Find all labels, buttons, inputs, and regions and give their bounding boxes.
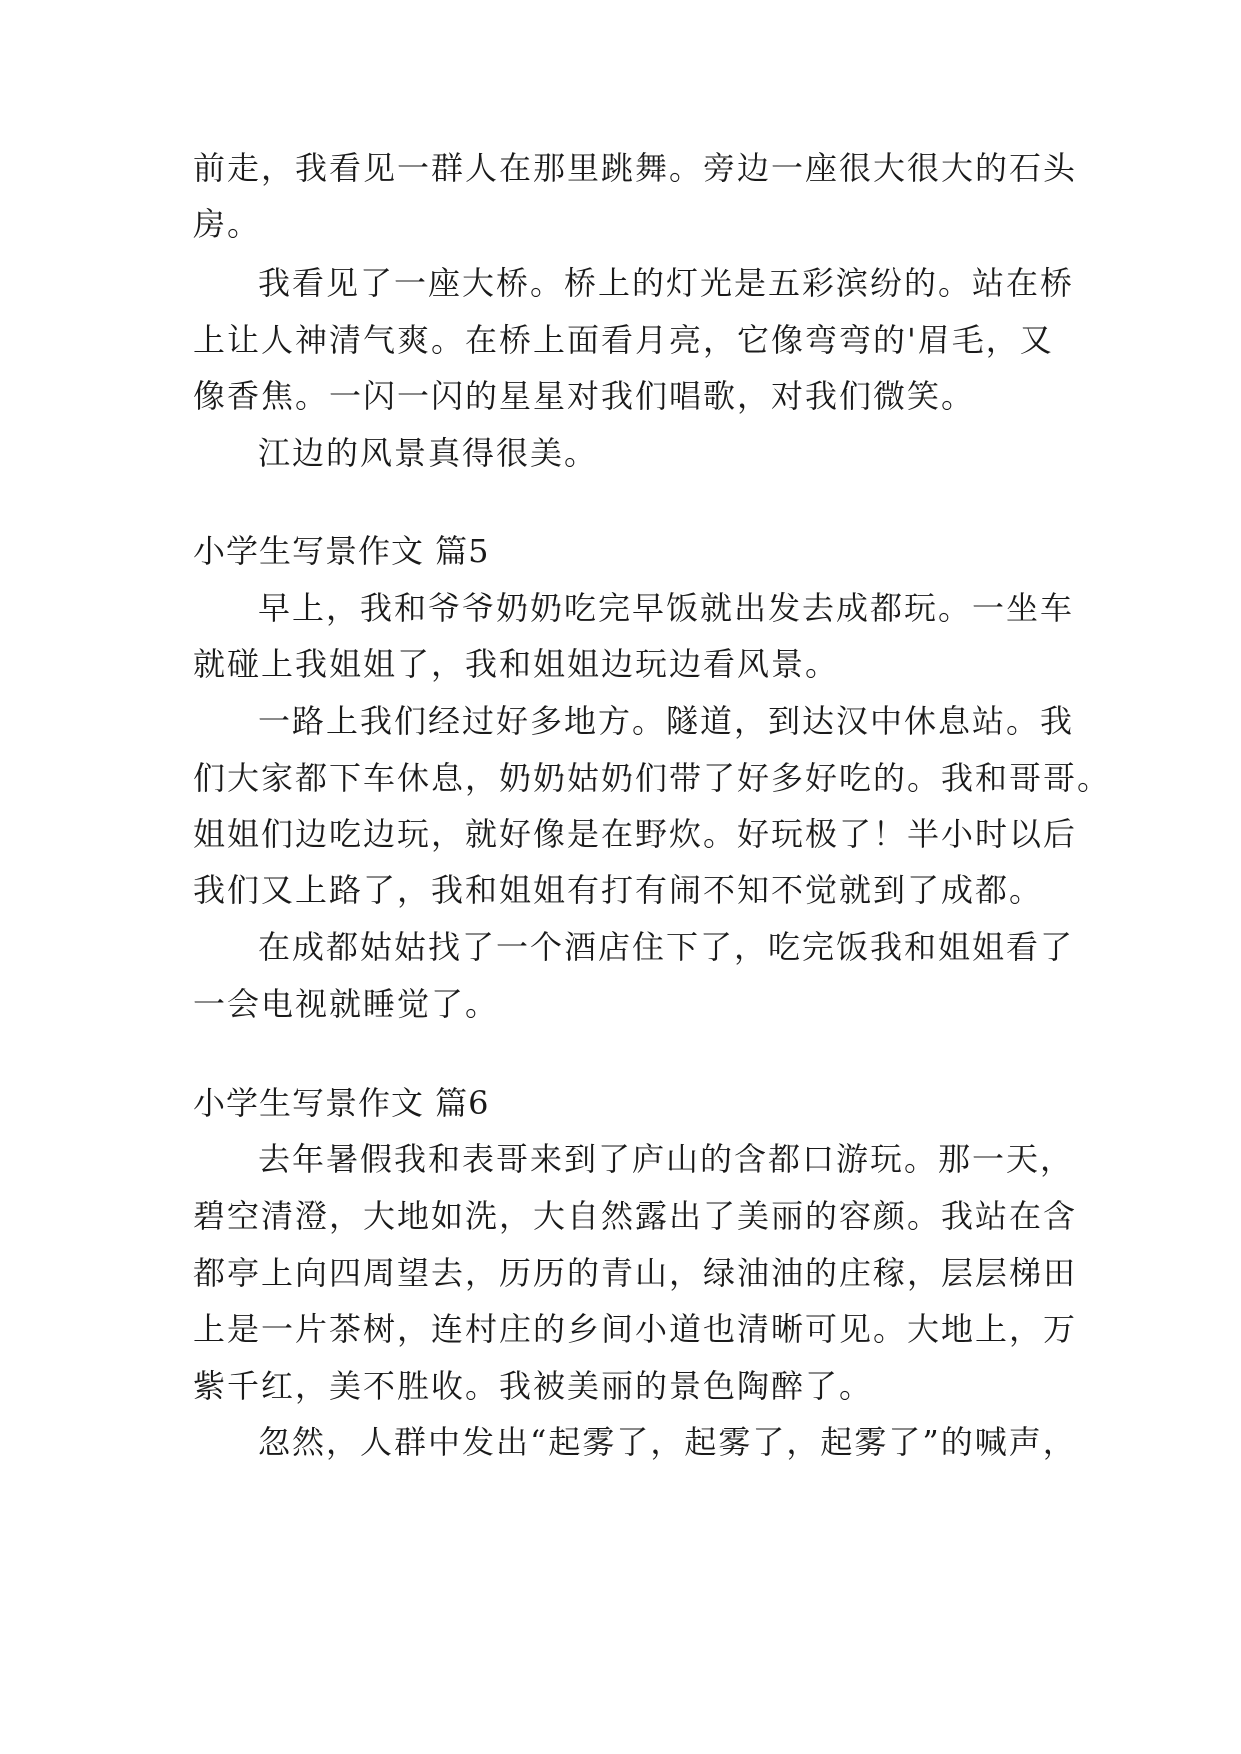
section-heading: 小学生写景作文 篇5 — [193, 532, 490, 570]
text-line: 房。 — [193, 205, 262, 243]
text-line: 就碰上我姐姐了，我和姐姐边玩边看风景。 — [193, 645, 840, 683]
text-line: 上是一片茶树，连村庄的乡间小道也清晰可见。大地上，万 — [193, 1310, 1078, 1348]
text-line: 们大家都下车休息，奶奶姑奶们带了好多好吃的。我和哥哥。 — [193, 759, 1112, 797]
section-heading: 小学生写景作文 篇6 — [193, 1084, 490, 1122]
text-line: 碧空清澄，大地如洗，大自然露出了美丽的容颜。我站在含 — [193, 1197, 1078, 1235]
paragraph-start: 在成都姑姑找了一个酒店住下了，吃完饭我和姐姐看了 — [258, 928, 1075, 966]
text-line: 前走，我看见一群人在那里跳舞。旁边一座很大很大的石头 — [193, 149, 1078, 187]
paragraph-start: 我看见了一座大桥。桥上的灯光是五彩滨纷的。站在桥 — [258, 264, 1075, 302]
paragraph-start: 一路上我们经过好多地方。隧道，到达汉中休息站。我 — [258, 702, 1075, 740]
paragraph-start: 忽然，人群中发出“起雾了，起雾了，起雾了”的喊声， — [258, 1423, 1077, 1461]
text-line: 都亭上向四周望去，历历的青山，绿油油的庄稼，层层梯田 — [193, 1254, 1078, 1292]
paragraph-start: 江边的风景真得很美。 — [258, 434, 599, 472]
text-line: 紫千红，美不胜收。我被美丽的景色陶醉了。 — [193, 1367, 874, 1405]
paragraph-start: 早上，我和爷爷奶奶吃完早饭就出发去成都玩。一坐车 — [258, 589, 1075, 627]
text-line: 上让人神清气爽。在桥上面看月亮，它像弯弯的'眉毛，又 — [193, 321, 1054, 359]
text-line: 像香焦。一闪一闪的星星对我们唱歌，对我们微笑。 — [193, 377, 976, 415]
text-line: 一会电视就睡觉了。 — [193, 985, 500, 1023]
paragraph-start: 去年暑假我和表哥来到了庐山的含都口游玩。那一天， — [258, 1140, 1075, 1178]
text-line: 姐姐们边吃边玩，就好像是在野炊。好玩极了！半小时以后 — [193, 815, 1078, 853]
text-line: 我们又上路了，我和姐姐有打有闹不知不觉就到了成都。 — [193, 871, 1044, 909]
